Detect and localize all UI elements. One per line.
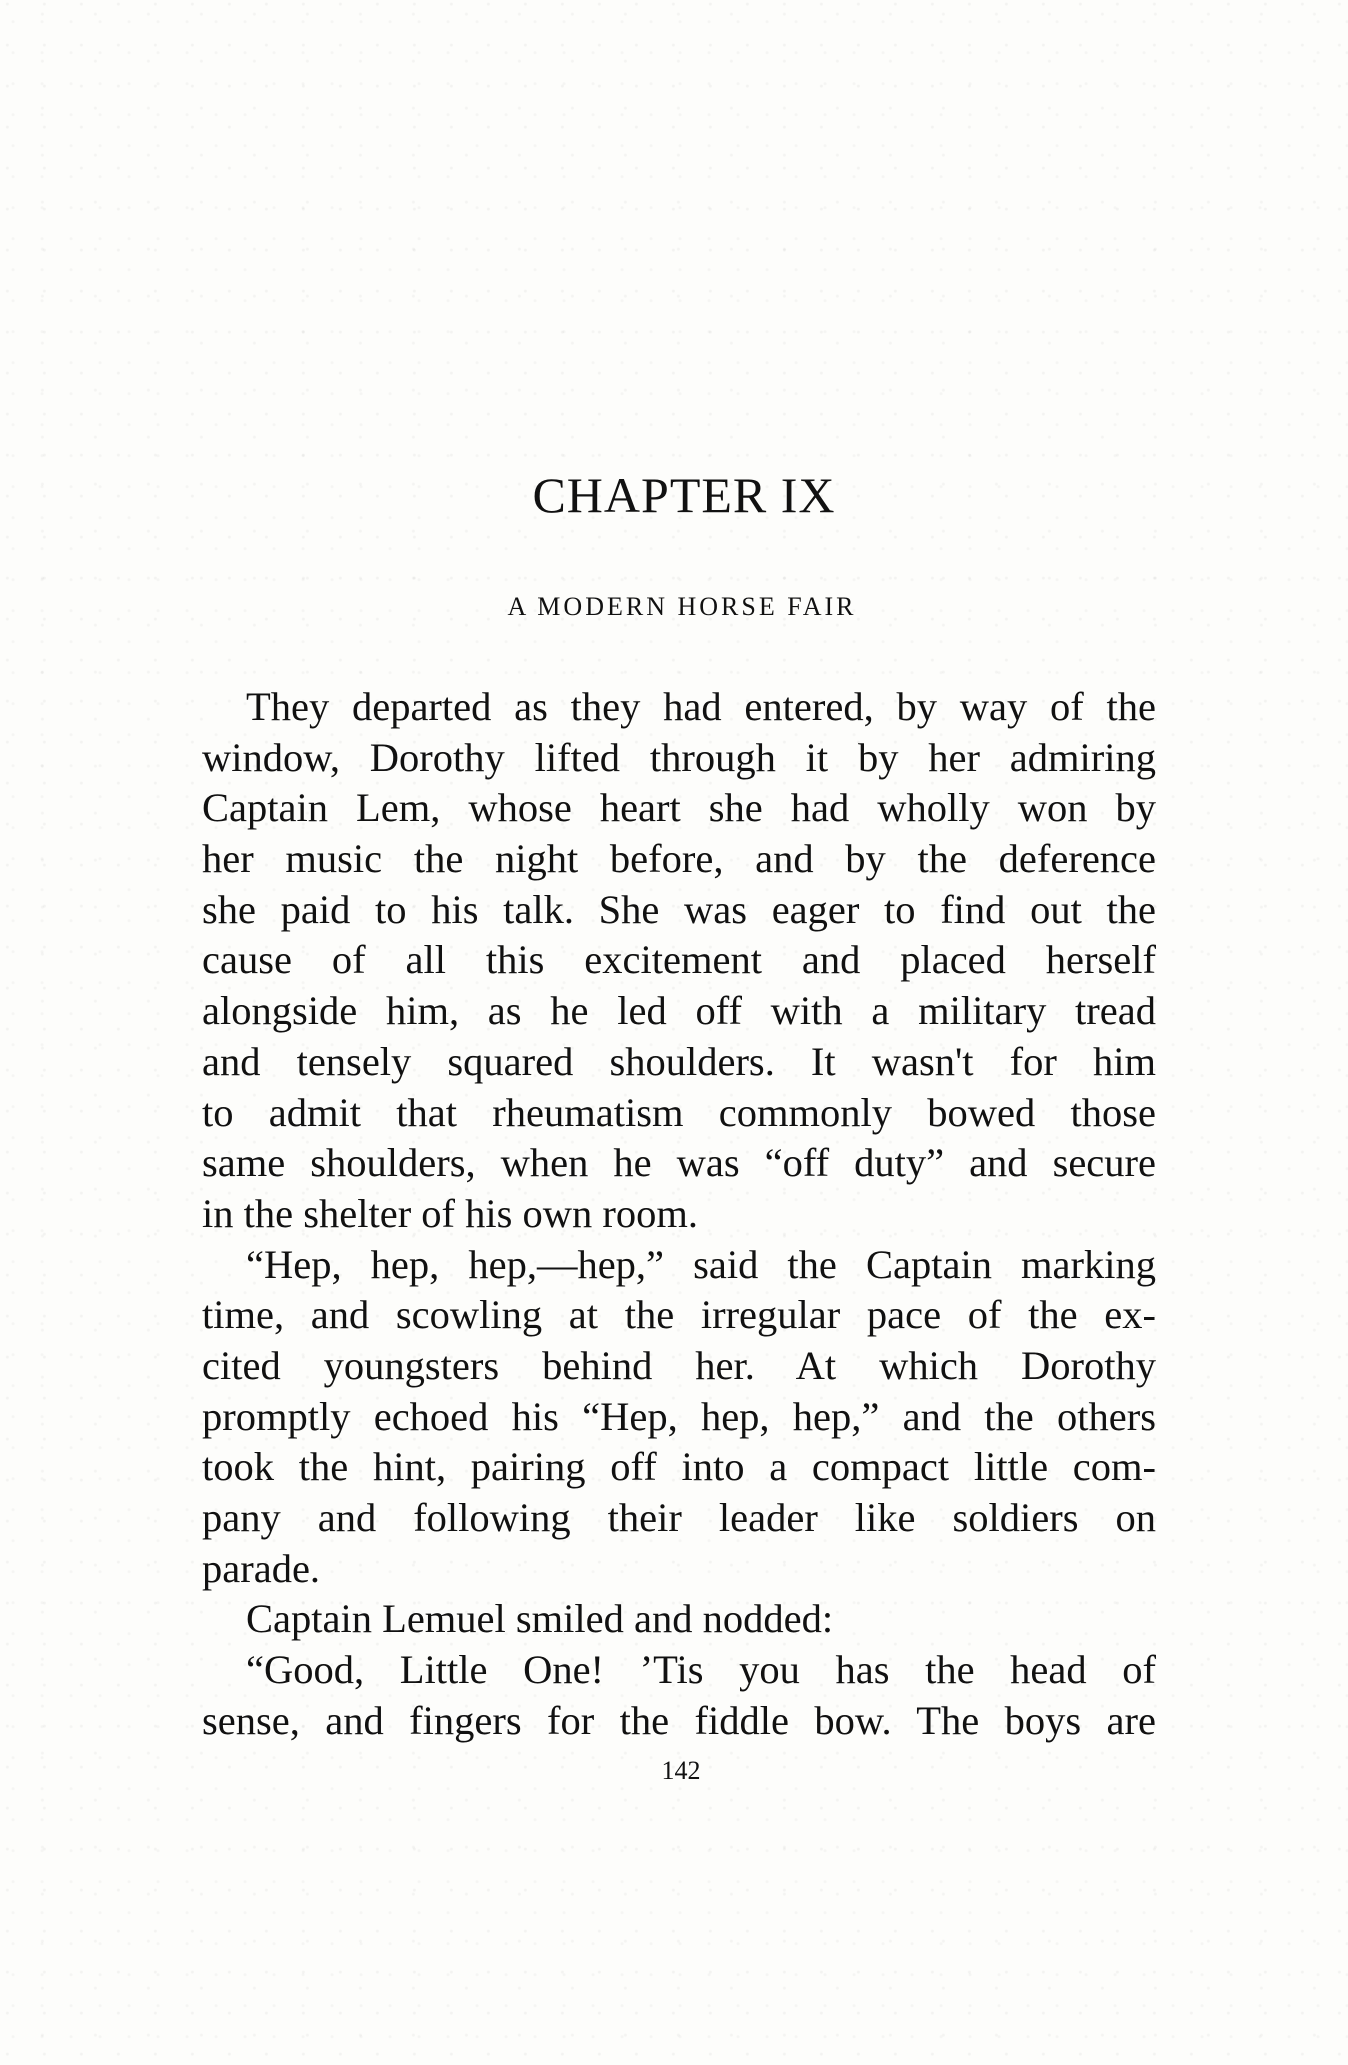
text-line: to admit that rheumatism commonly bowed those <box>202 1089 1156 1135</box>
text-line: alongside him, as he led off with a military tread <box>202 988 1156 1034</box>
text-line: sense, and fingers for the fiddle bow. The boys are <box>202 1697 1156 1743</box>
text-line: Captain Lemuel smiled and nodded: <box>246 1596 834 1642</box>
text-line: time, and scowling at the irregular pace of the ex- <box>202 1292 1156 1338</box>
text-line: window, Dorothy lifted through it by her admiring <box>202 734 1156 780</box>
text-line: and tensely squared shoulders. It wasn't for him <box>202 1038 1156 1084</box>
text-line: cause of all this excitement and placed herself <box>202 937 1156 983</box>
text-line: “Good, Little One! ’Tis you has the head of <box>246 1647 1156 1693</box>
text-line: in the shelter of his own room. <box>202 1190 699 1236</box>
text-line: parade. <box>202 1545 321 1591</box>
text-line: They departed as they had entered, by way of the <box>246 684 1156 729</box>
text-line: “Hep, hep, hep,—hep,” said the Captain marking <box>246 1241 1156 1287</box>
text-line: she paid to his talk. She was eager to find out the <box>202 886 1156 932</box>
chapter-subtitle: A MODERN HORSE FAIR <box>507 592 857 621</box>
chapter-title: CHAPTER IX <box>532 467 836 523</box>
text-line: pany and following their leader like soldiers on <box>202 1495 1156 1540</box>
text-line: cited youngsters behind her. At which Dorothy <box>202 1342 1156 1388</box>
text-line: her music the night before, and by the deference <box>202 836 1156 882</box>
text-line: same shoulders, when he was “off duty” and secure <box>202 1140 1156 1186</box>
text-line: Captain Lem, whose heart she had wholly won by <box>202 785 1156 831</box>
page-number: 142 <box>661 1756 701 1785</box>
text-line: promptly echoed his “Hep, hep, hep,” and the others <box>202 1393 1156 1439</box>
text-line: took the hint, pairing off into a compact little com- <box>202 1444 1156 1490</box>
body-text <box>202 682 1156 1746</box>
